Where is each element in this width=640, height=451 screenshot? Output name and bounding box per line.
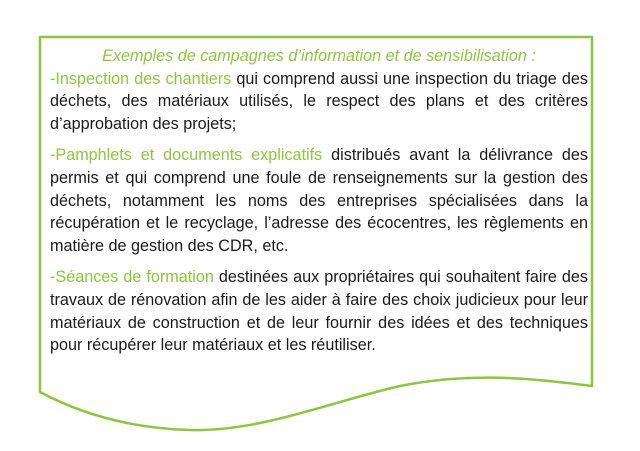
document-content (50, 45, 588, 366)
item-text: destinées aux propriétaires qui souhaitent faire des travaux de rénovation afin de les aider à faire des choix judicieux pour leur matériaux de construction et de leur fournir des idées et des techniques pour récupérer leur matériaux et les réutiliser. (50, 268, 588, 355)
item-highlight: -Inspection des chantiers (50, 69, 232, 88)
item-text: distribués avant la délivrance des permis et qui comprend une foule de renseignements sur la gestion des déchets, notamment les noms des entreprises spécialisées dans la récupération et le recyclage, l’adresse des écocentres, les règlements en matière de gestion des CDR, etc. (50, 146, 588, 255)
list-item-inspection (50, 68, 588, 136)
document-heading: Exemples de campagnes d’information et de sensibilisation : (102, 47, 536, 65)
item-highlight: -Séances de formation (50, 268, 214, 287)
item-highlight: -Pamphlets et documents explicatifs (50, 146, 323, 165)
item-text: qui comprend aussi une inspection du triage des déchets, des matériaux utilisés, le respect des plans et des critères d’approbation des projets; (50, 69, 588, 133)
list-item-formation (50, 266, 588, 356)
list-item-pamphlets (50, 144, 588, 257)
